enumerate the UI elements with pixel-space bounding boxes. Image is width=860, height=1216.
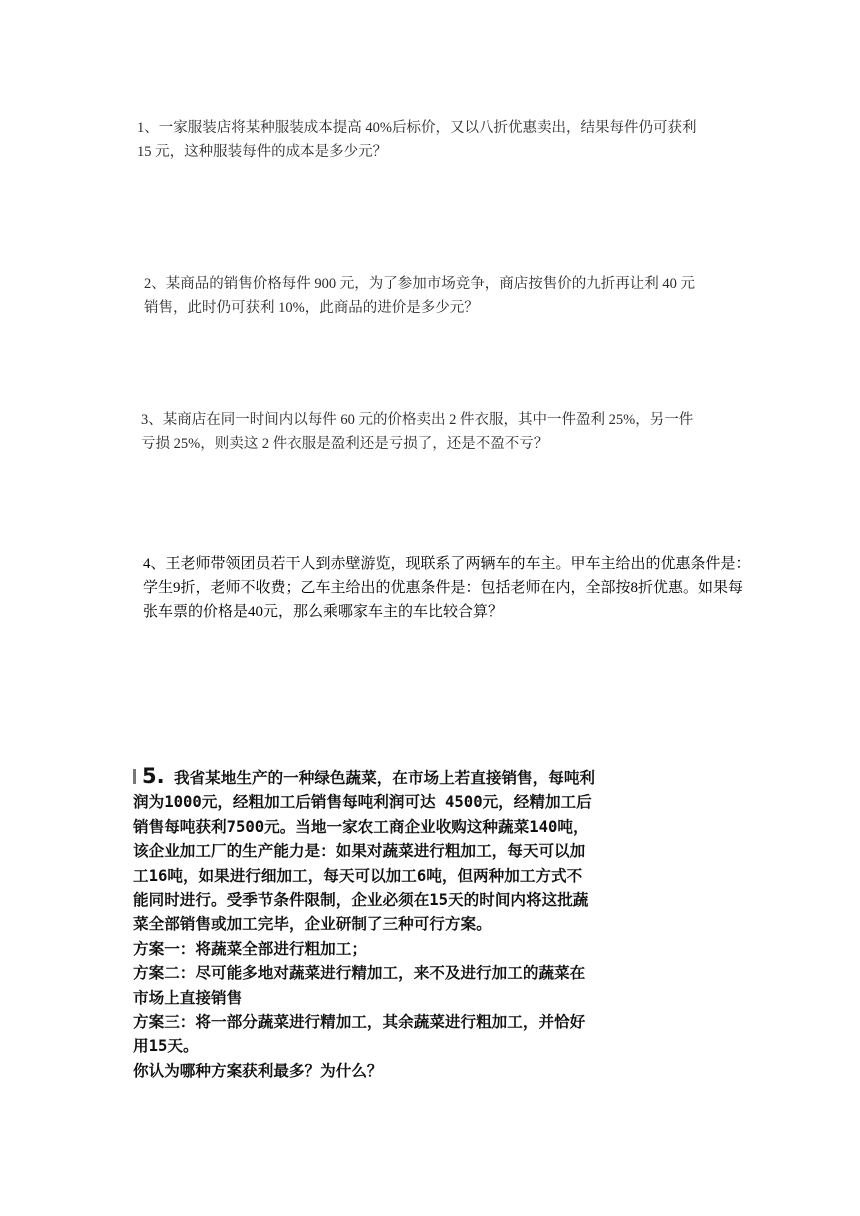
- plan-3-continued: 用15天。: [133, 1037, 199, 1056]
- problem-5-line-7: 菜全部销售或加工完毕，企业研制了三种可行方案。: [133, 915, 492, 934]
- problem-5: [133, 764, 595, 1083]
- problem-1-line-2: 15 元，这种服装每件的成本是多少元？: [137, 144, 388, 160]
- scan-mark: [133, 769, 136, 784]
- problem-4-line-2: 学生9折，老师不收费；乙车主给出的优惠条件是：包括老师在内，全部按8折优惠。如果每: [143, 580, 744, 596]
- plan-1: 方案一：将蔬菜全部进行粗加工；: [133, 939, 367, 958]
- problem-4-line-3: 张车票的价格是40元，那么乘哪家车主的车比较合算？: [143, 604, 504, 620]
- problem-1: [137, 116, 696, 164]
- problem-4: [143, 552, 751, 624]
- problem-5-first-line: [133, 764, 595, 790]
- problem-3-line-2: 亏损 25%，则卖这 2 件衣服是盈利还是亏损了，还是不盈不亏？: [141, 436, 549, 452]
- problem-4-line-1: 4、王老师带领团员若干人到赤壁游览，现联系了两辆车的车主。甲车主给出的优惠条件是：: [143, 556, 751, 572]
- problem-2: [144, 272, 695, 320]
- problem-5-line-2: 润为1000元，经粗加工后销售每吨利润可达 4500元，经精加工后: [133, 793, 592, 812]
- problem-5-number: 5.: [142, 764, 165, 788]
- problem-5-line-3: 销售每吨获利7500元。当地一家农工商企业收购这种蔬菜140吨，: [133, 817, 589, 836]
- problem-2-line-1: 2、某商品的销售价格每件 900 元，为了参加市场竞争，商店按售价的九折再让利 40 元: [144, 276, 695, 292]
- problem-3-line-1: 3、某商店在同一时间内以每件 60 元的价格卖出 2 件衣服，其中一件盈利 25%，另一件: [141, 412, 694, 428]
- problem-3: [141, 408, 693, 456]
- problem-5-line-6: 能同时进行。受季节条件限制，企业必须在15天的时间内将这批蔬: [133, 891, 589, 910]
- problem-1-line-1: 1、一家服装店将某种服装成本提高 40%后标价，又以八折优惠卖出，结果每件仍可获利: [137, 120, 697, 136]
- problem-2-line-2: 销售，此时仍可获利 10%，此商品的进价是多少元？: [144, 300, 479, 316]
- problem-5-line-5: 工16吨，如果进行细加工，每天可以加工6吨，但两种加工方式不: [133, 866, 583, 885]
- problem-5-line-4: 该企业加工厂的生产能力是：如果对蔬菜进行粗加工，每天可以加: [133, 842, 586, 861]
- problem-5-question: 你认为哪种方案获利最多？为什么？: [133, 1061, 383, 1080]
- plan-3: 方案三：将一部分蔬菜进行精加工，其余蔬菜进行粗加工，并恰好: [133, 1013, 586, 1032]
- plan-2-continued: 市场上直接销售: [133, 988, 243, 1007]
- plan-2: 方案二：尽可能多地对蔬菜进行精加工，来不及进行加工的蔬菜在: [133, 964, 586, 983]
- problem-5-first-line-text: 我省某地生产的一种绿色蔬菜，在市场上若直接销售，每吨利: [173, 769, 596, 787]
